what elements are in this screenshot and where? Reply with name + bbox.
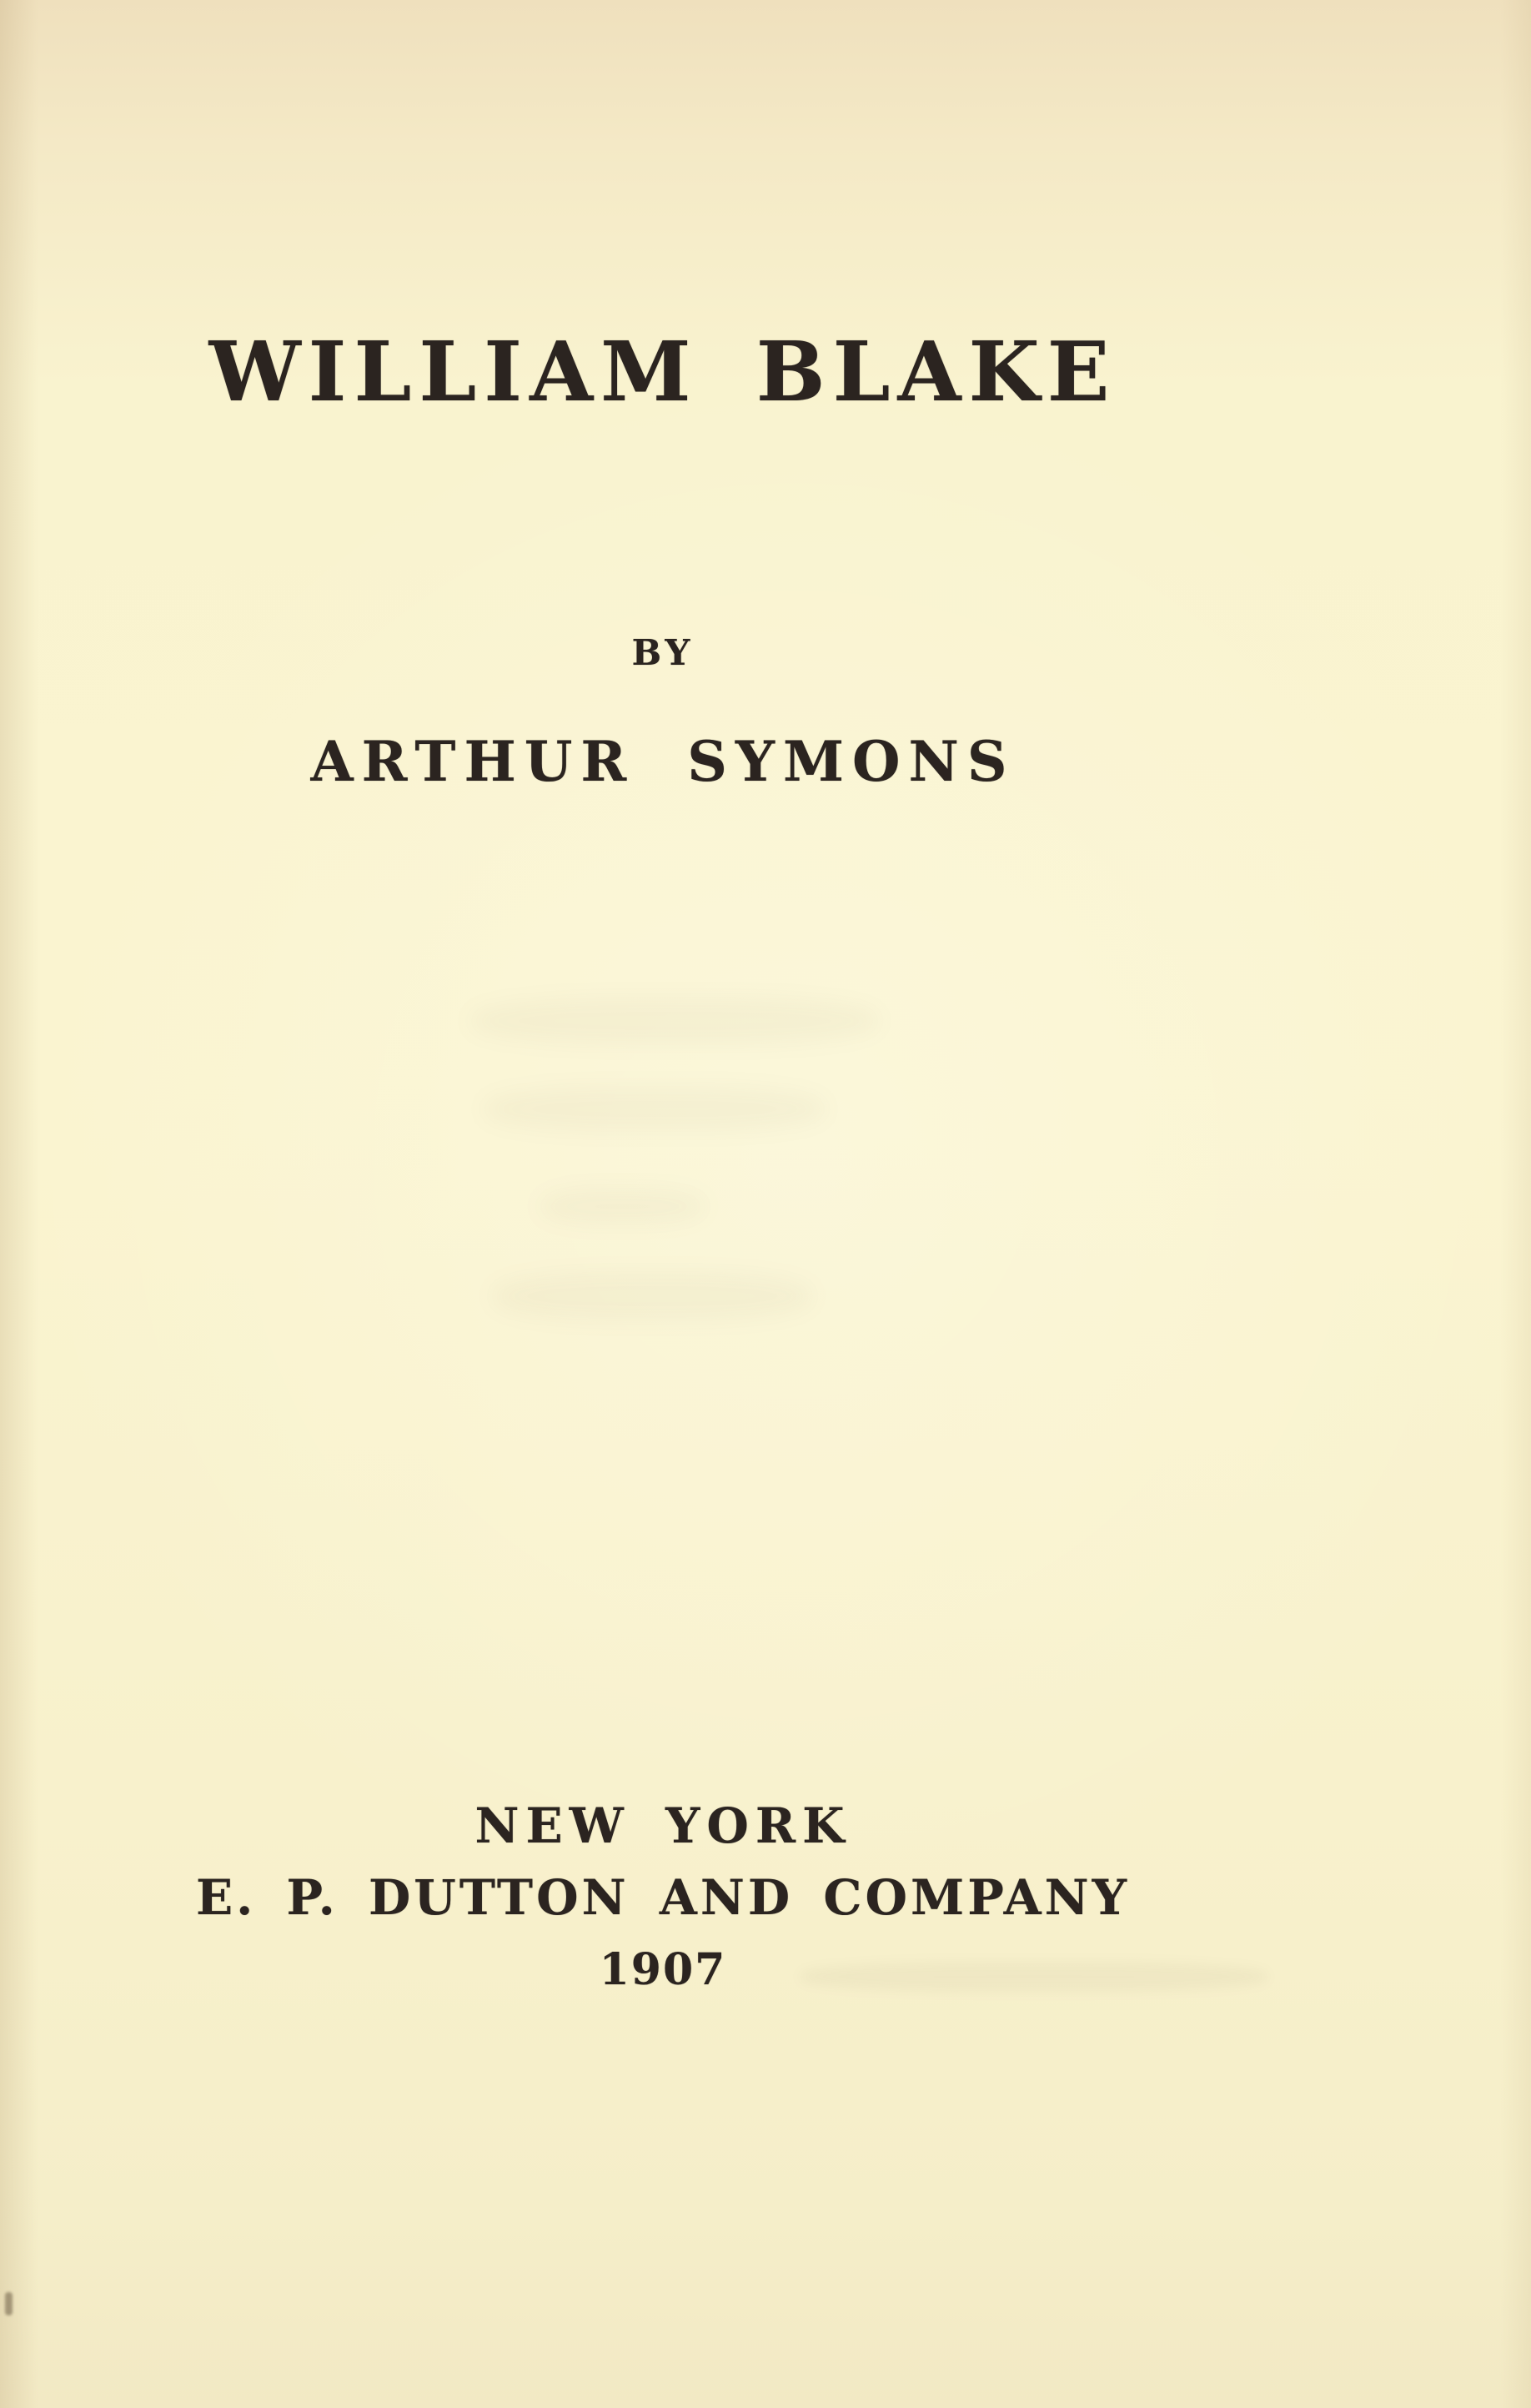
show-through-smudge [470, 997, 879, 1045]
show-through-smudge [492, 1271, 813, 1321]
show-through-smudge [484, 1086, 826, 1132]
book-title: WILLIAM BLAKE [208, 324, 1117, 420]
show-through-smudge [801, 1962, 1267, 1992]
byline-label: BY [631, 632, 695, 673]
author-name: ARTHUR SYMONS [310, 729, 1016, 794]
show-through-smudge [540, 1188, 706, 1225]
imprint-publisher: E. P. DUTTON AND COMPANY [195, 1869, 1131, 1926]
imprint-city: NEW YORK [474, 1797, 851, 1854]
imprint-year: 1907 [599, 1944, 727, 1995]
scan-artifact-mark [5, 2292, 13, 2315]
